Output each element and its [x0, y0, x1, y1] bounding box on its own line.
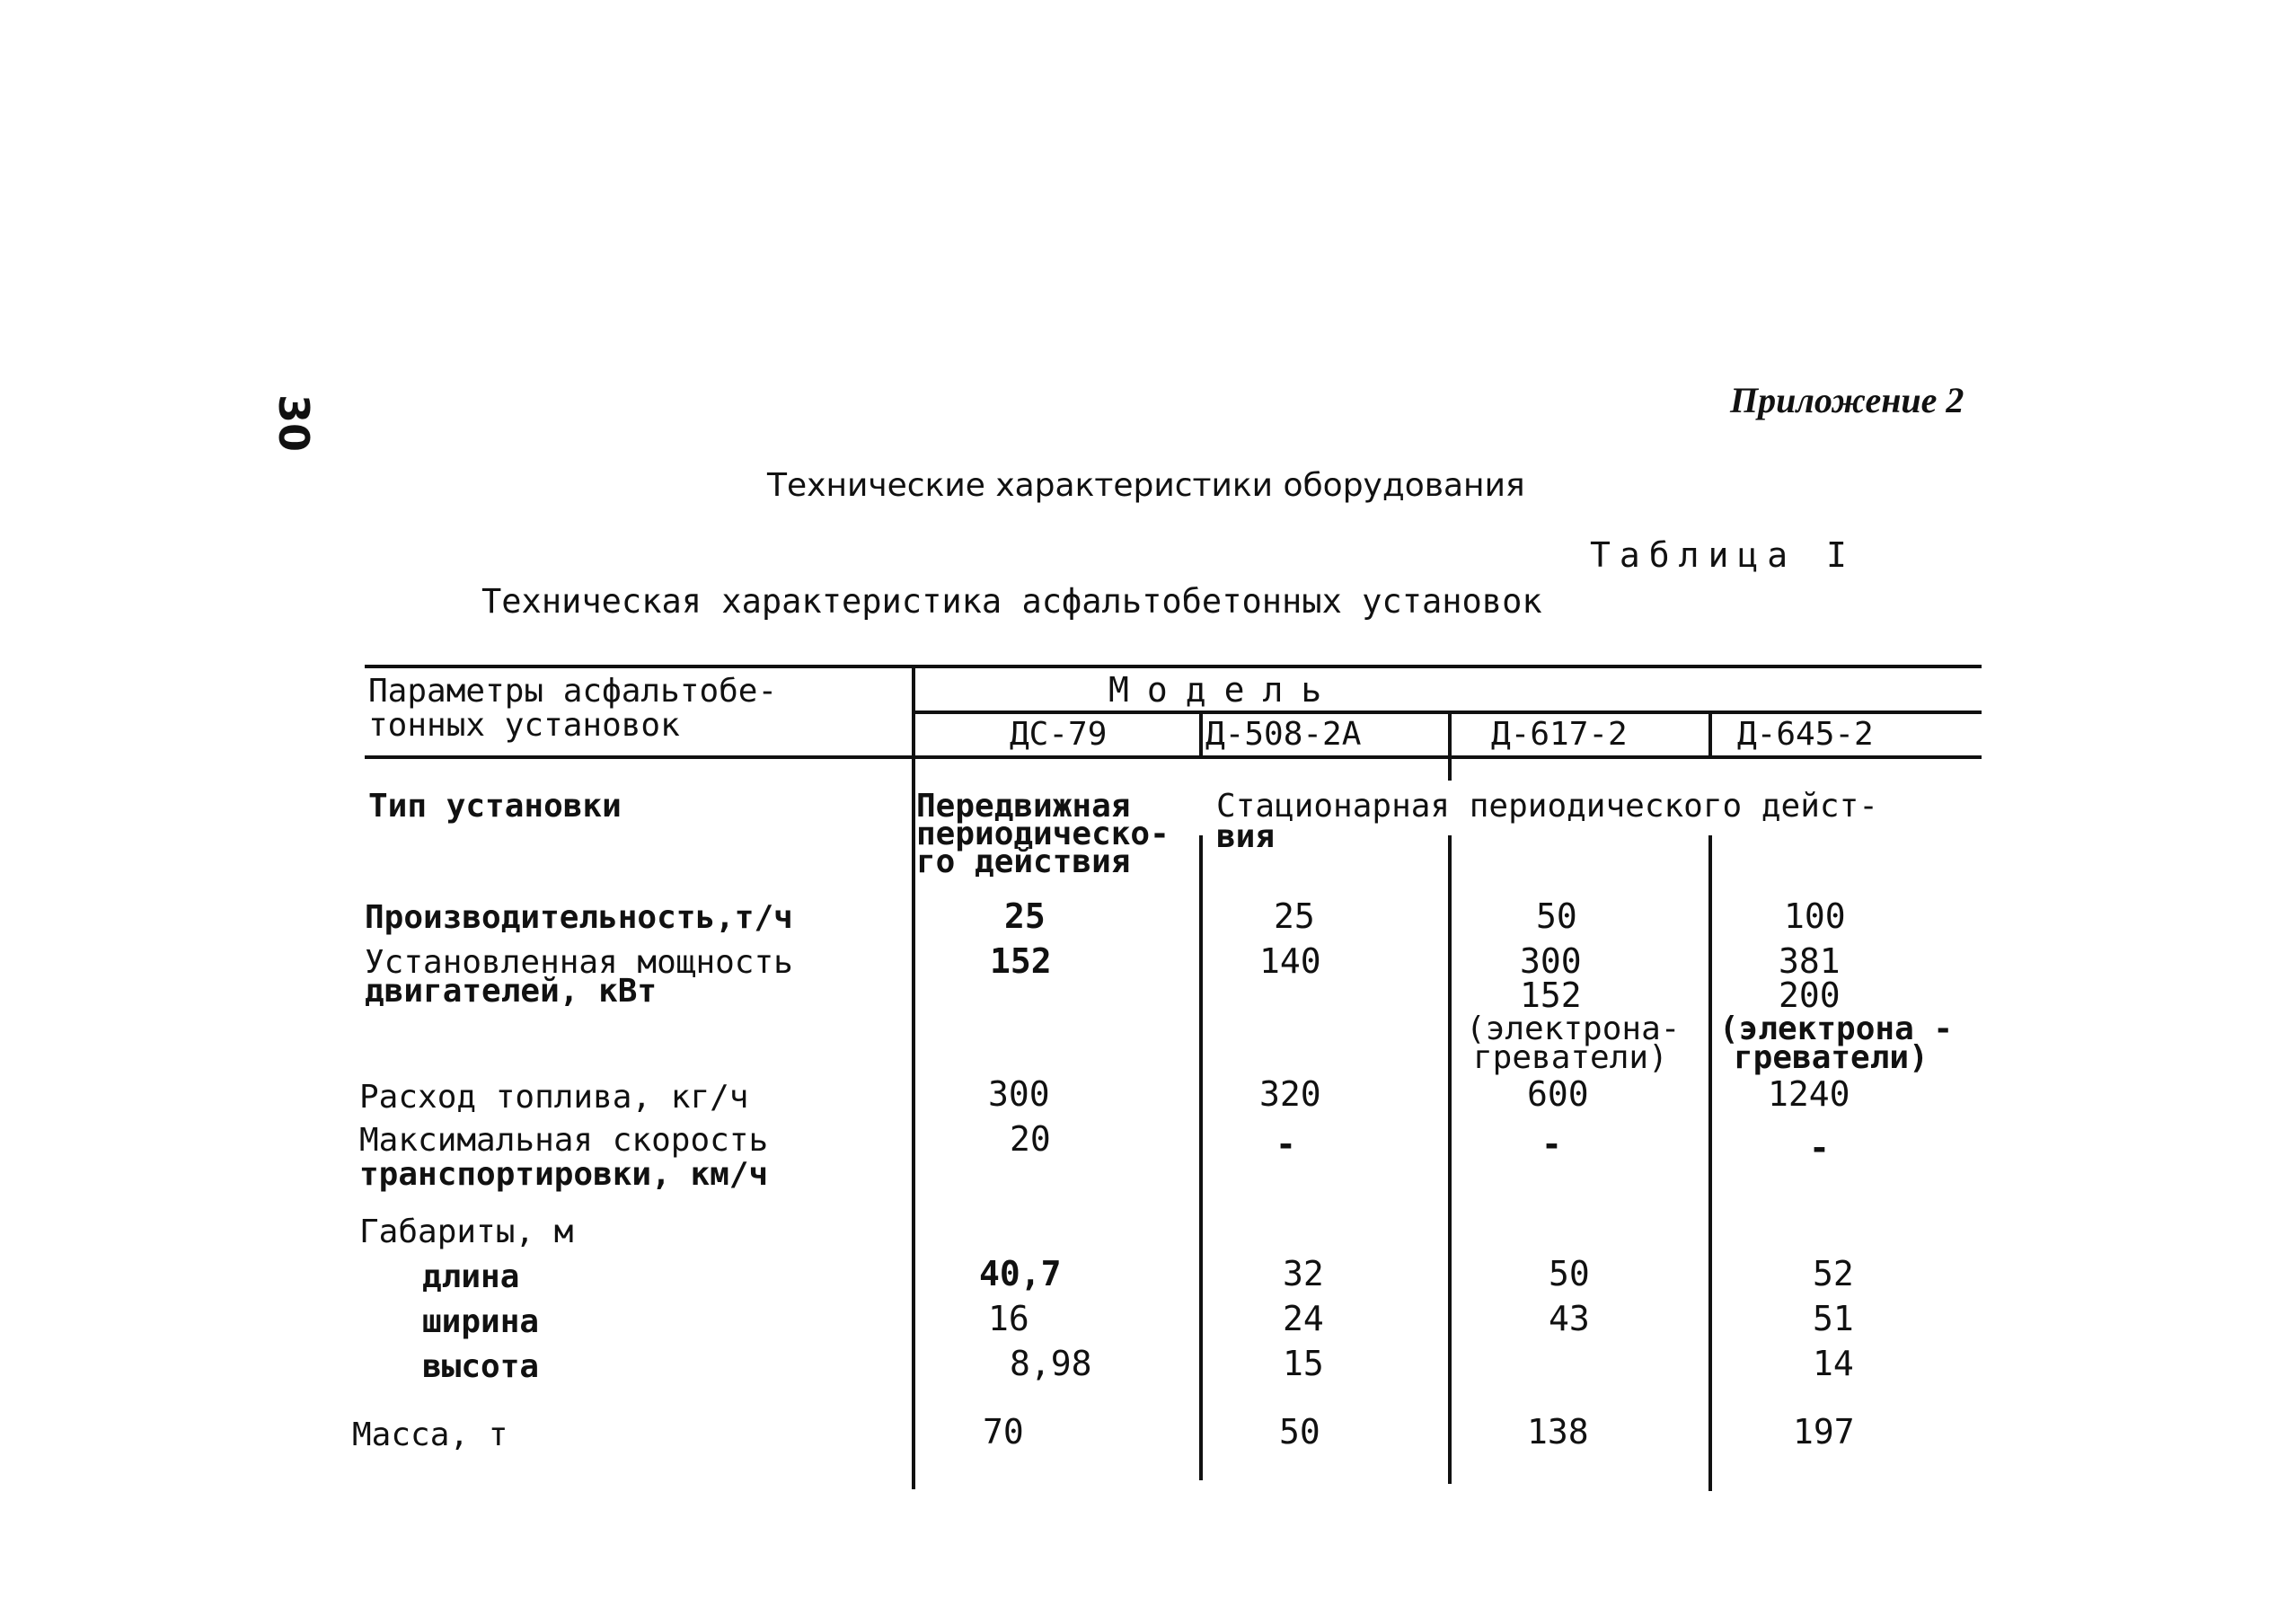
model-header-d617: Д-617-2 — [1491, 716, 1628, 753]
row-label-power-line-2: двигателей, кВт — [365, 973, 658, 1010]
column-divider-4 — [1708, 710, 1712, 755]
mass-d508: 50 — [1279, 1412, 1320, 1452]
fuel-d645: 1240 — [1768, 1074, 1850, 1114]
mass-d617: 138 — [1527, 1412, 1589, 1452]
length-ds79: 40,7 — [979, 1254, 1062, 1293]
length-d508: 32 — [1283, 1254, 1324, 1293]
model-header-d645: Д-645-2 — [1737, 716, 1874, 753]
width-d508: 24 — [1283, 1299, 1324, 1338]
productivity-d617: 50 — [1536, 896, 1577, 936]
row-label-power-line-1: Установленная мощность — [365, 944, 793, 981]
width-d617: 43 — [1549, 1299, 1590, 1338]
type-stationary-line-1: Стационарная периодического дейст- — [1216, 788, 1878, 825]
power-d617-line-1: 300 — [1520, 941, 1582, 981]
height-d645: 14 — [1813, 1344, 1854, 1383]
power-d645-line-3: (электрона - — [1719, 1011, 1954, 1047]
power-d645-line-2: 200 — [1779, 975, 1841, 1015]
row-label-productivity: Производительность,т/ч — [365, 899, 793, 936]
row-label-fuel: Расход топлива, кг/ч — [359, 1079, 749, 1116]
height-ds79: 8,98 — [1010, 1344, 1092, 1383]
productivity-d508: 25 — [1274, 896, 1315, 936]
type-stationary-line-2: вия — [1216, 818, 1276, 855]
power-d645-line-1: 381 — [1779, 941, 1841, 981]
row-label-width: ширина — [422, 1303, 540, 1340]
power-d617-line-2: 152 — [1520, 975, 1582, 1015]
speed-d508: - — [1276, 1125, 1296, 1164]
page-number: 30 — [269, 394, 318, 453]
mass-d645: 197 — [1793, 1412, 1855, 1452]
row-label-speed-line-2: транспортировки, км/ч — [359, 1156, 769, 1193]
power-d617-line-3: (электрона- — [1466, 1011, 1681, 1047]
speed-d617: - — [1541, 1125, 1562, 1164]
column-divider-3 — [1448, 710, 1452, 781]
productivity-d645: 100 — [1784, 896, 1846, 936]
fuel-ds79: 300 — [988, 1074, 1050, 1114]
section-title: Технические характеристики оборудования — [767, 467, 1525, 504]
column-divider-4-body — [1708, 835, 1712, 1491]
length-d645: 52 — [1813, 1254, 1854, 1293]
type-ds79-line-2: периодическо- — [916, 816, 1170, 852]
column-divider-1 — [912, 665, 915, 1489]
model-header-ds79: ДС-79 — [1010, 716, 1108, 753]
fuel-d508: 320 — [1259, 1074, 1321, 1114]
param-header-line-2: тонных установок — [368, 707, 680, 744]
mass-ds79: 70 — [983, 1412, 1024, 1452]
height-d508: 15 — [1283, 1344, 1324, 1383]
type-ds79-line-1: Передвижная — [916, 788, 1131, 825]
power-ds79: 152 — [990, 941, 1052, 981]
table-number: Таблица I — [1590, 535, 1856, 575]
width-ds79: 16 — [988, 1299, 1029, 1338]
model-header-d508: Д-508-2А — [1205, 716, 1362, 753]
param-header-line-1: Параметры асфальтобе- — [368, 673, 778, 710]
column-divider-3-body — [1448, 835, 1452, 1484]
productivity-ds79: 25 — [1004, 896, 1046, 936]
row-label-speed-line-1: Максимальная скорость — [359, 1122, 769, 1159]
speed-ds79: 20 — [1010, 1119, 1051, 1159]
row-label-type: Тип установки — [368, 788, 622, 825]
row-label-dimensions: Габариты, м — [359, 1214, 574, 1250]
power-d617-line-4: греватели) — [1473, 1039, 1668, 1076]
fuel-d617: 600 — [1527, 1074, 1589, 1114]
row-label-mass: Масса, т — [352, 1417, 508, 1453]
model-group-header: Модель — [1108, 670, 1340, 710]
column-divider-2-body — [1199, 835, 1203, 1480]
appendix-label: Приложение 2 — [1730, 380, 1964, 420]
row-label-height: высота — [422, 1348, 540, 1385]
speed-d645: - — [1809, 1128, 1830, 1168]
row-label-length: длина — [422, 1258, 520, 1295]
power-d508: 140 — [1259, 941, 1321, 981]
power-d645-line-4: греватели) — [1734, 1039, 1929, 1076]
table-title: Техническая характеристика асфальтобетонных установок — [481, 582, 1542, 621]
width-d645: 51 — [1813, 1299, 1854, 1338]
table-top-rule — [365, 665, 1982, 668]
type-ds79-line-3: го действия — [916, 843, 1131, 880]
length-d617: 50 — [1549, 1254, 1590, 1293]
column-divider-2 — [1199, 710, 1203, 755]
header-bottom-rule — [365, 755, 1982, 759]
